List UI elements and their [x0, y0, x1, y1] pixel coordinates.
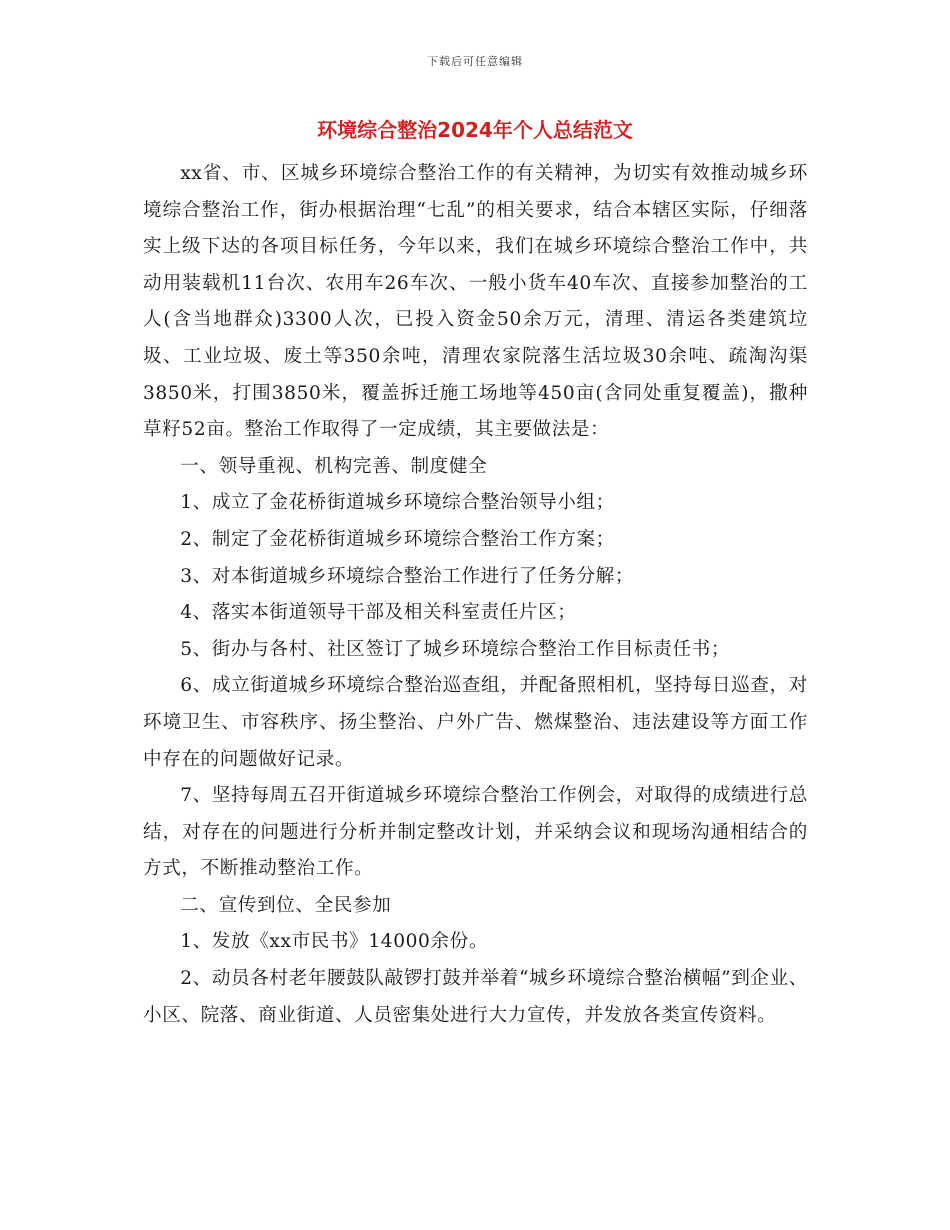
- section-heading: 二、宣传到位、全民参加: [180, 894, 392, 916]
- list-item: 3、对本街道城乡环境综合整治工作进行了任务分解；: [180, 565, 635, 587]
- section-heading: 一、领导重视、机构完善、制度健全: [180, 455, 488, 477]
- list-item: 6、成立街道城乡环境综合整治巡查组，并配备照相机，坚持每日巡查，对环境卫生、市容秩序、扬尘整治、户外广告、燃煤整治、违法建设等方面工作中存在的问题做好记录。: [143, 675, 808, 770]
- list-item: 7、坚持每周五召开街道城乡环境综合整治工作例会，对取得的成绩进行总结，对存在的问题进行分析并制定整改计划，并采纳会议和现场沟通相结合的方式，不断推动整治工作。: [143, 785, 808, 880]
- document-body: [143, 156, 808, 1034]
- document-title: 环境综合整治2024年个人总结范文: [317, 118, 633, 142]
- list-item: 1、发放《xx市民书》14000余份。: [180, 931, 489, 953]
- list-item: 4、落实本街道领导干部及相关科室责任片区；: [180, 602, 577, 624]
- list-item: 2、动员各村老年腰鼓队敲锣打鼓并举着“城乡环境综合整治横幅”到企业、小区、院落、商业街道、人员密集处进行大力宣传，并发放各类宣传资料。: [143, 968, 808, 1026]
- list-item: 5、街办与各村、社区签订了城乡环境综合整治工作目标责任书；: [180, 638, 731, 660]
- list-item: 2、制定了金花桥街道城乡环境综合整治工作方案；: [180, 528, 615, 550]
- page-header-note: 下载后可任意编辑: [427, 55, 523, 68]
- paragraph: xx省、市、区城乡环境综合整治工作的有关精神，为切实有效推动城乡环境综合整治工作，街办根据治理“七乱”的相关要求，结合本辖区实际，仔细落实上级下达的各项目标任务，今年以来，我们在城乡环境综合整治工作中，共动用装载机11台次、农用车26车次、一般小货车40车次、直接参加整治的工人(含当地群众)3300人次，已投入资金50余万元，清理、清运各类建筑垃圾、工业垃圾、废土等350余吨，清理农家院落生活垃圾30余吨、疏淘沟渠3850米，打围3850米，覆盖拆迁施工场地等450亩(含同处重复覆盖)，撒种草籽52亩。整治工作取得了一定成绩，其主要做法是：: [143, 163, 808, 441]
- list-item: 1、成立了金花桥街道城乡环境综合整治领导小组；: [180, 492, 615, 514]
